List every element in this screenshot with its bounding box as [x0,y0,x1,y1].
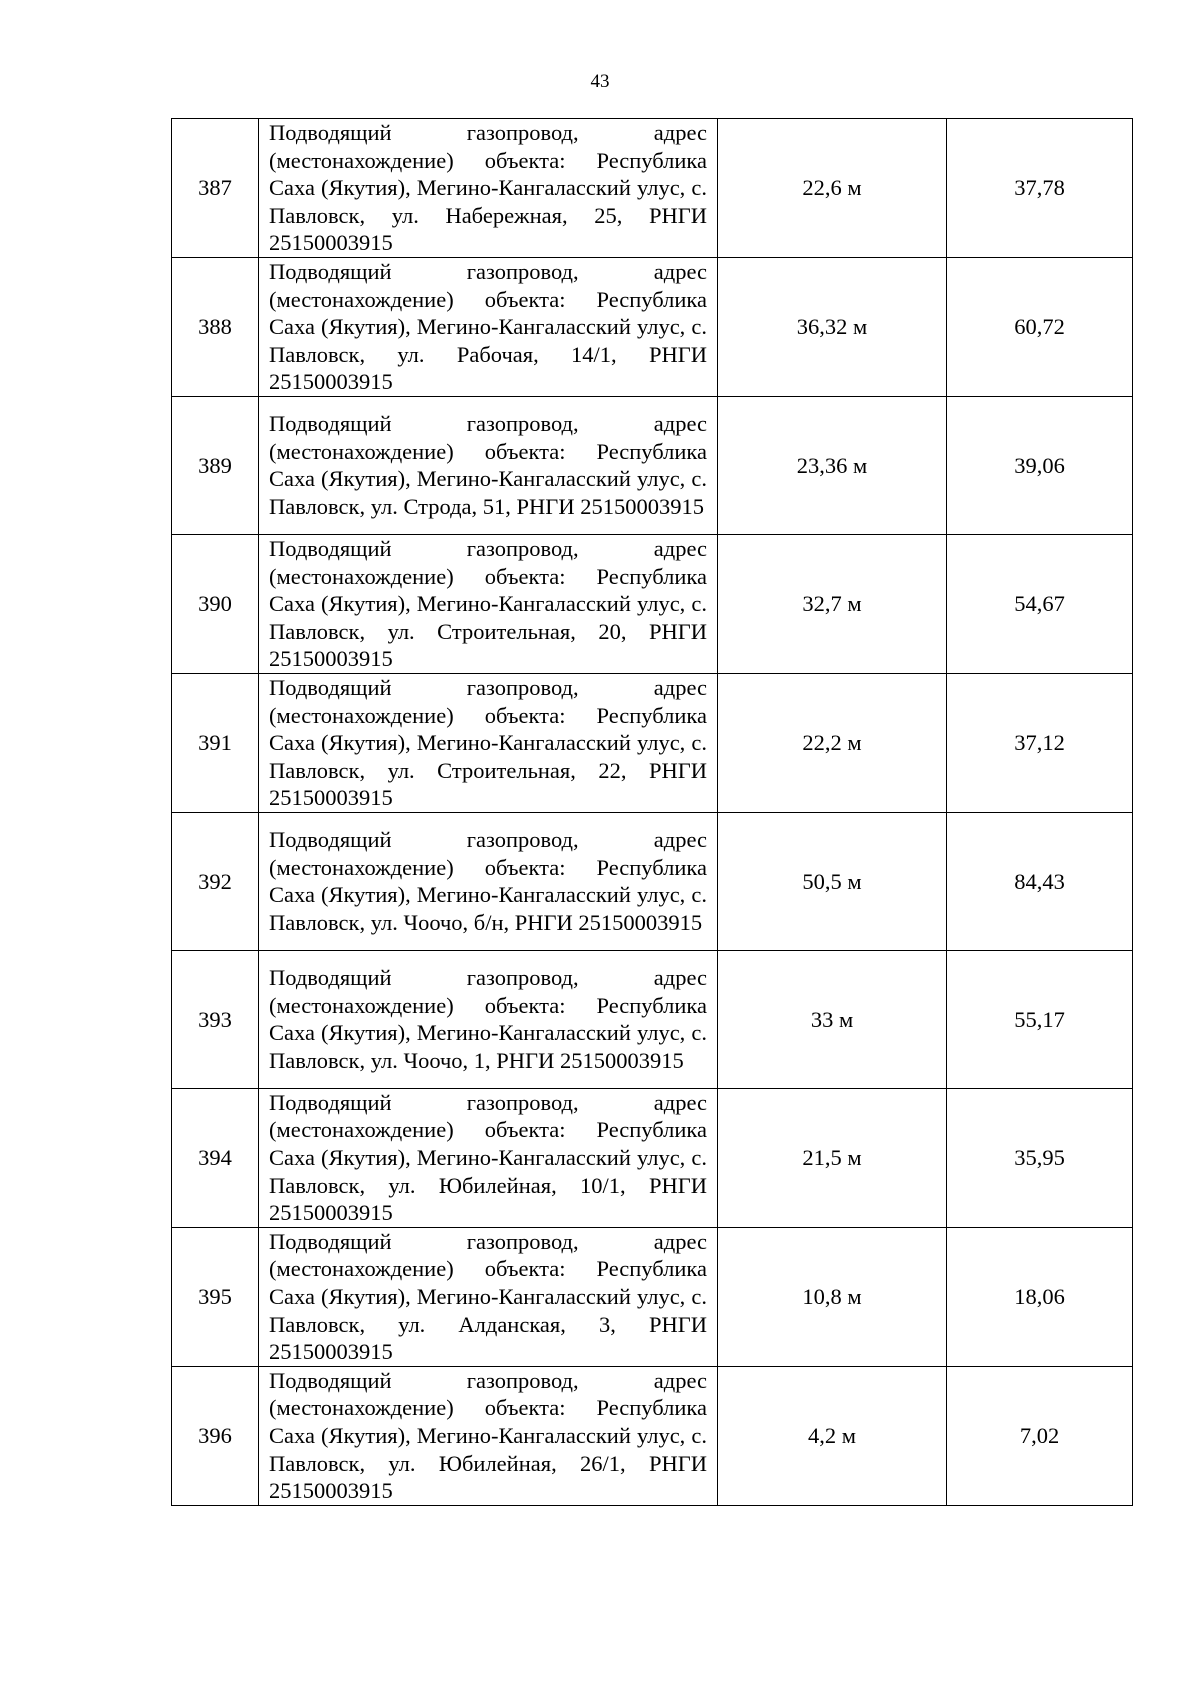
object-value: 55,17 [947,950,1133,1088]
table-row [172,1366,1133,1505]
object-length: 36,32 м [718,257,947,396]
object-description: Подводящий газопровод, адрес (местонахождение) объекта: Республика Саха (Якутия), Мегино-Кангаласский улус, с. Павловск, ул. Строительная, 20, РНГИ 25150003915 [259,534,718,673]
object-length: 22,2 м [718,673,947,812]
table-row [172,119,1133,258]
object-length: 22,6 м [718,119,947,258]
row-number: 394 [172,1088,259,1227]
row-number: 396 [172,1366,259,1505]
object-value: 37,78 [947,119,1133,258]
row-number: 392 [172,812,259,950]
object-description: Подводящий газопровод, адрес (местонахождение) объекта: Республика Саха (Якутия), Мегино-Кангаласский улус, с. Павловск, ул. Строительная, 22, РНГИ 25150003915 [259,673,718,812]
row-number: 390 [172,534,259,673]
object-value: 37,12 [947,673,1133,812]
object-length: 33 м [718,950,947,1088]
row-number: 391 [172,673,259,812]
object-length: 21,5 м [718,1088,947,1227]
table-row [172,1088,1133,1227]
object-value: 54,67 [947,534,1133,673]
table-row [172,812,1133,950]
object-length: 23,36 м [718,396,947,534]
page-number: 43 [590,71,610,92]
object-value: 39,06 [947,396,1133,534]
row-number: 395 [172,1227,259,1366]
object-description: Подводящий газопровод, адрес (местонахождение) объекта: Республика Саха (Якутия), Мегино-Кангаласский улус, с. Павловск, ул. Строда, 51, РНГИ 25150003915 [259,396,718,534]
object-description: Подводящий газопровод, адрес (местонахождение) объекта: Республика Саха (Якутия), Мегино-Кангаласский улус, с. Павловск, ул. Чоочо, 1, РНГИ 25150003915 [259,950,718,1088]
object-value: 60,72 [947,257,1133,396]
object-value: 35,95 [947,1088,1133,1227]
object-value: 84,43 [947,812,1133,950]
row-number: 387 [172,119,259,258]
row-number: 393 [172,950,259,1088]
object-description: Подводящий газопровод, адрес (местонахождение) объекта: Республика Саха (Якутия), Мегино-Кангаласский улус, с. Павловск, ул. Рабочая, 14/1, РНГИ 25150003915 [259,257,718,396]
object-length: 4,2 м [718,1366,947,1505]
object-length: 50,5 м [718,812,947,950]
object-length: 32,7 м [718,534,947,673]
object-description: Подводящий газопровод, адрес (местонахождение) объекта: Республика Саха (Якутия), Мегино-Кангаласский улус, с. Павловск, ул. Алданская, 3, РНГИ 25150003915 [259,1227,718,1366]
object-description: Подводящий газопровод, адрес (местонахождение) объекта: Республика Саха (Якутия), Мегино-Кангаласский улус, с. Павловск, ул. Набережная, 25, РНГИ 25150003915 [259,119,718,258]
table-row [172,534,1133,673]
object-description: Подводящий газопровод, адрес (местонахождение) объекта: Республика Саха (Якутия), Мегино-Кангаласский улус, с. Павловск, ул. Юбилейная, 10/1, РНГИ 25150003915 [259,1088,718,1227]
table-row [172,673,1133,812]
row-number: 388 [172,257,259,396]
table-row [172,396,1133,534]
object-description: Подводящий газопровод, адрес (местонахождение) объекта: Республика Саха (Якутия), Мегино-Кангаласский улус, с. Павловск, ул. Юбилейная, 26/1, РНГИ 25150003915 [259,1366,718,1505]
row-number: 389 [172,396,259,534]
object-value: 7,02 [947,1366,1133,1505]
property-registry-table [171,118,1133,1506]
object-length: 10,8 м [718,1227,947,1366]
object-value: 18,06 [947,1227,1133,1366]
table-row [172,1227,1133,1366]
object-description: Подводящий газопровод, адрес (местонахождение) объекта: Республика Саха (Якутия), Мегино-Кангаласский улус, с. Павловск, ул. Чоочо, б/н, РНГИ 25150003915 [259,812,718,950]
table-row [172,257,1133,396]
table-row [172,950,1133,1088]
